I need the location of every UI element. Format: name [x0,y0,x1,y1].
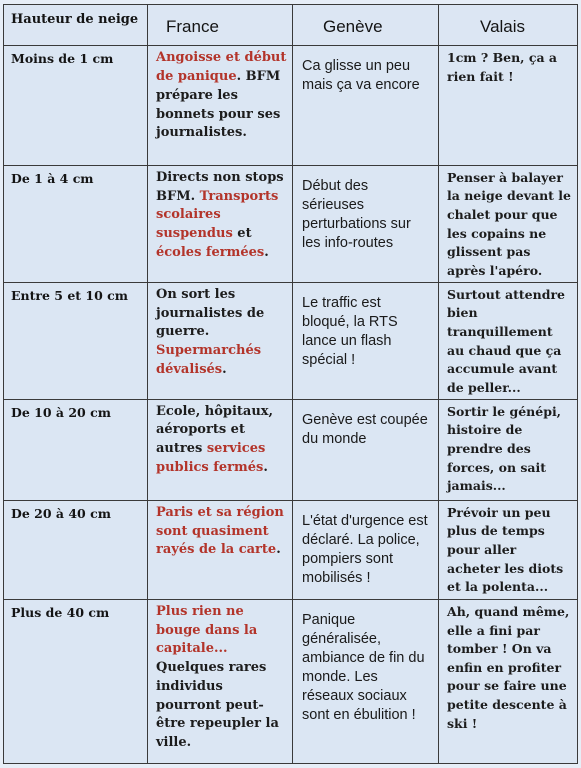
valais-cell: Sortir le génépi, histoire de prendre des forces, on sait jamais... [439,399,578,500]
depth-cell: De 20 à 40 cm [4,500,148,599]
table-row [4,165,578,282]
highlight-text: services publics fermés [156,441,266,475]
valais-cell: Ah, quand même, elle a fini par tomber ! On va enfin en profiter pour se faire une petite descente à ski ! [439,600,578,764]
body-text: . [263,459,268,475]
header-france: France [148,5,293,46]
geneve-cell: Début des sérieuses perturbations sur les info-routes [293,165,439,282]
body-text: Quelques rares individus pourront peut-être repeupler la ville. [156,660,279,750]
depth-cell: Plus de 40 cm [4,600,148,764]
table-row [4,46,578,165]
body-text: On sort les journalistes de guerre. [156,286,265,340]
header-row [4,5,578,46]
france-cell [148,46,293,165]
valais-cell: 1cm ? Ben, ça a rien fait ! [439,46,578,165]
highlight-text: Supermarchés dévalisés [156,342,262,377]
depth-cell: De 1 à 4 cm [4,165,148,282]
body-text: Ecole, hôpitaux, aéroports et autres [156,403,274,457]
table-row [4,600,578,764]
highlight-text: Paris et sa région sont quasiment rayés de la carte [156,504,284,558]
highlight-text: Angoisse et début de panique [156,50,287,85]
body-text: et [232,225,252,241]
snow-comparison-table [3,4,578,764]
valais-cell: Penser à balayer la neige devant le chalet pour que les copains ne glissent pas après l'apéro. [439,165,578,282]
geneve-cell: Panique généralisée, ambiance de fin du monde. Les réseaux sociaux sont en ébulition ! [293,600,439,764]
header-geneve: Genève [293,5,439,46]
table-row [4,500,578,599]
table-row [4,399,578,500]
valais-cell: Prévoir un peu plus de temps pour aller acheter les diots et la polenta... [439,500,578,599]
depth-cell: De 10 à 20 cm [4,399,148,500]
geneve-cell: L'état d'urgence est déclaré. La police, pompiers sont mobilisés ! [293,500,439,599]
depth-cell: Entre 5 et 10 cm [4,282,148,399]
body-text: Directs non stops BFM. [156,169,284,204]
header-depth: Hauteur de neige [4,5,148,46]
geneve-cell: Ca glisse un peu mais ça va encore [293,46,439,165]
france-cell [148,500,293,599]
depth-cell: Moins de 1 cm [4,46,148,165]
header-valais: Valais [439,5,578,46]
highlight-text: écoles fermées [156,244,265,260]
body-text: . [276,542,281,558]
body-text: . BFM prépare les bonnets pour ses journalistes. [156,69,281,141]
france-cell [148,165,293,282]
france-cell [148,399,293,500]
table-row [4,282,578,399]
body-text: . [264,244,269,260]
france-cell [148,282,293,399]
highlight-text: Plus rien ne bouge dans la capitale... [156,604,258,657]
france-cell [148,600,293,764]
valais-cell: Surtout attendre bien tranquillement au chaud que ça accumule avant de peller... [439,282,578,399]
body-text: . [222,361,227,377]
highlight-text: Transports scolaires suspendus [156,188,279,241]
geneve-cell: Genève est coupée du monde [293,399,439,500]
geneve-cell: Le traffic est bloqué, la RTS lance un flash spécial ! [293,282,439,399]
